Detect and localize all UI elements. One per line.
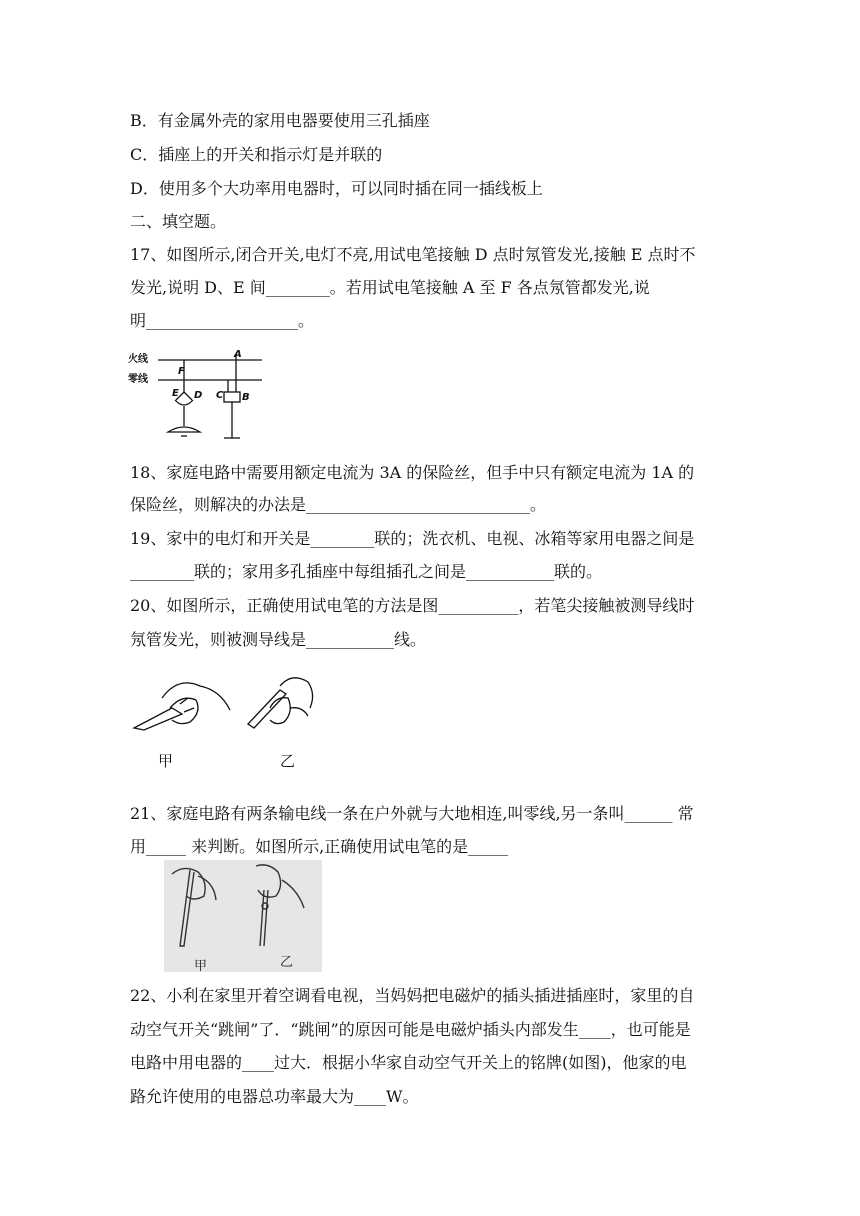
q17-line-2: 发光,说明 D、E 间________。若用试电笔接触 A 至 F 各点氖管都发光,说 (130, 278, 650, 297)
point-b: B (242, 392, 250, 403)
section-heading: 二、填空题。 (130, 212, 227, 231)
q17-circuit-figure (128, 348, 268, 443)
fig21-caption-jia: 甲 (194, 959, 208, 972)
point-e: E (172, 388, 179, 399)
q20-line-1: 20、如图所示，正确使用试电笔的方法是图__________，若笔尖接触被测导线时 (130, 596, 695, 615)
fire-wire-label: 火线 (128, 354, 148, 365)
q17-line-3: 明___________________。 (130, 311, 315, 330)
q21-line-1: 21、家庭电路有两条输电线一条在户外就与大地相连,叫零线,另一条叫______ 常 (130, 804, 694, 823)
q22-line-2: 动空气开关“跳闸”了．“跳闸”的原因可能是电磁炉插头内部发生____，也可能是 (130, 1020, 691, 1039)
q20-test-pencil-figure (130, 668, 340, 773)
q19-line-2: ________联的；家用多孔插座中每组插孔之间是___________联的。 (130, 562, 603, 581)
q22-line-1: 22、小利在家里开着空调看电视，当妈妈把电磁炉的插头插进插座时，家里的自 (130, 986, 695, 1005)
option-b: B．有金属外壳的家用电器要使用三孔插座 (130, 111, 430, 130)
q20-line-2: 氖管发光，则被测导线是___________线。 (130, 630, 427, 649)
q17-line-1: 17、如图所示,闭合开关,电灯不亮,用试电笔接触 D 点时氖管发光,接触 E 点时不 (130, 245, 696, 264)
fig20-caption-jia: 甲 (158, 752, 174, 770)
q18-line-2: 保险丝，则解决的办法是____________________________。 (130, 495, 547, 514)
q22-line-3: 电路中用电器的____过大．根据小华家自动空气开关上的铭牌(如图)，他家的电 (130, 1053, 687, 1072)
q22-line-4: 路允许使用的电器总功率最大为____W。 (130, 1087, 419, 1106)
point-f: F (178, 366, 185, 377)
q19-line-1: 19、家中的电灯和开关是________联的；洗衣机、电视、冰箱等家用电器之间是 (130, 529, 695, 548)
option-d: D．使用多个大功率用电器时，可以同时插在同一插线板上 (130, 179, 543, 198)
option-c: C．插座上的开关和指示灯是并联的 (130, 145, 383, 164)
q21-test-pencil-photo (164, 860, 322, 972)
fig20-caption-yi: 乙 (280, 752, 296, 770)
point-d: D (194, 390, 203, 401)
point-a: A (234, 349, 242, 360)
q21-line-2: 用_____ 来判断。如图所示,正确使用试电笔的是_____ (130, 837, 509, 856)
q18-line-1: 18、家庭电路中需要用额定电流为 3A 的保险丝，但手中只有额定电流为 1A 的 (130, 463, 695, 482)
point-c: C (216, 390, 224, 401)
fig21-caption-yi: 乙 (280, 955, 294, 970)
zero-wire-label: 零线 (128, 374, 148, 385)
q21-photo-drawing (164, 860, 322, 972)
